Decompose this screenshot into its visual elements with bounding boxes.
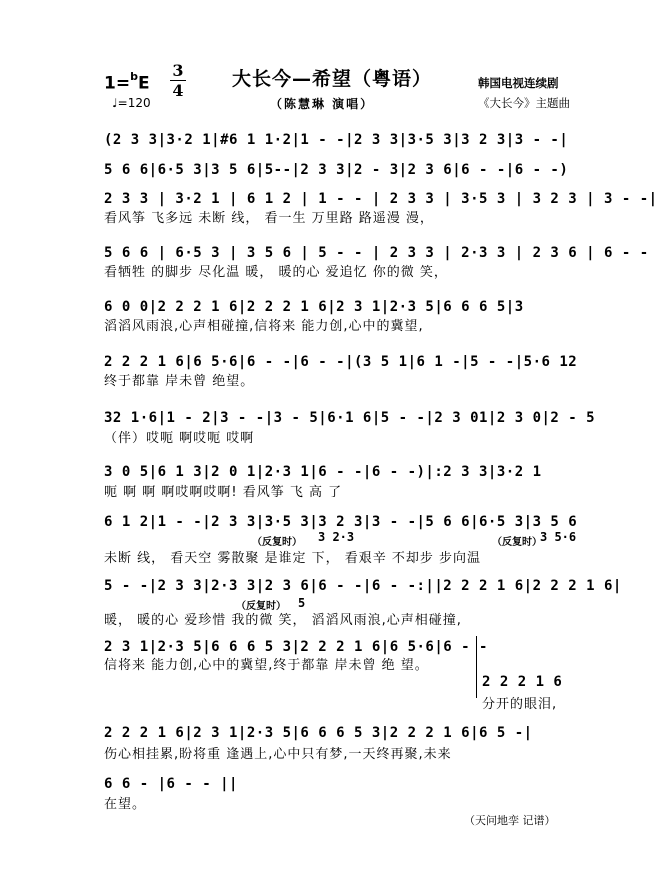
score-line-5-lyrics: 滔滔风雨浪,心声相碰撞,信将来 能力创,心中的冀望,	[104, 319, 424, 334]
ending-bracket	[476, 636, 477, 698]
score-line-8-notes: 3 0 5|6 1 3|2 0 1|2·3 1|6 - -|6 - -)|:2 3 3|3·2 1	[104, 464, 542, 480]
score-line-12-notes: 2 2 2 1 6|2 3 1|2·3 5|6 6 6 5 3|2 2 2 1 6|6 5 -|	[104, 725, 533, 741]
score-line-10-lyrics: 暖， 暖的心 爱珍惜 我的微 笑， 滔滔风雨浪,心声相碰撞,	[104, 613, 462, 628]
score-line-4-lyrics: 看牺牲 的脚步 尽化温 暖， 暖的心 爱追忆 你的微 笑，	[104, 265, 448, 280]
score-line-6-notes: 2 2 2 1 6|6 5·6|6 - -|6 - -|(3 5 1|6 1 -|5 - -|5·6 12	[104, 354, 578, 370]
source-line-2: 《大长今》主题曲	[478, 96, 570, 110]
tempo-marking: ♩=120	[112, 96, 151, 110]
score-line-3-lyrics: 看风筝 飞多远 未断 线， 看一生 万里路 路遥漫 漫，	[104, 211, 434, 226]
key-signature: 1=$^b$E	[104, 70, 150, 94]
score-line-12-lyrics: 伤心相挂累,盼将重 逢遇上,心中只有梦,一天终再聚,未来	[104, 747, 452, 762]
score-line-2-notes: 5 6 6|6·5 3|3 5 6|5--|2 3 3|2 - 3|2 3 6|6 - -|6 - -)	[104, 162, 569, 178]
singer-credit: （陈慧琳 演唱）	[270, 97, 375, 111]
alt-ending-notes: 2 2 2 1 6	[482, 674, 563, 690]
alt-ending-lyrics: 分开的眼泪,	[482, 697, 558, 712]
score-line-9-notes: 6 1 2|1 - -|2 3 3|3·5 3|3 2 3|3 - -|5 6 6|6·5 3|3 5 6	[104, 514, 578, 530]
repeat-marker-3: （反复时）	[236, 601, 286, 612]
score-line-11-notes: 2 3 1|2·3 5|6 6 6 5 3|2 2 2 1 6|6 5·6|6 - -	[104, 639, 488, 655]
score-line-13-notes: 6 6 - |6 - - ||	[104, 776, 238, 792]
repeat-marker-1: （反复时）	[252, 537, 302, 548]
score-line-10-notes: 5 - -|2 3 3|2·3 3|2 3 6|6 - -|6 - -:||2 2 2 1 6|2 2 2 1 6|	[104, 578, 622, 594]
repeat-marker-2: （反复时）	[492, 537, 542, 548]
score-line-7-notes: 32 1·6|1 - 2|3 - -|3 - 5|6·1 6|5 - -|2 3 01|2 3 0|2 - 5	[104, 410, 596, 426]
repeat-notes-1: 3 2·3	[318, 530, 355, 544]
score-line-7-lyrics: （伴）哎呃 啊哎呃 哎啊	[104, 431, 255, 446]
song-title: 大长今—希望（粤语）	[232, 68, 433, 90]
transcriber-credit: （天问地孪 记谱）	[464, 814, 556, 827]
score-line-3-notes: 2 3 3 | 3·2 1 | 6 1 2 | 1 - - | 2 3 3 | 3·5 3 | 3 2 3 | 3 - -|	[104, 191, 658, 207]
time-signature: 3 4	[170, 62, 186, 99]
score-line-6-lyrics: 终于都靠 岸未曾 绝望。	[104, 374, 255, 389]
score-line-8-lyrics: 呃 啊 啊 啊哎啊哎啊! 看风筝 飞 高 了	[104, 485, 343, 500]
score-line-5-notes: 6 0 0|2 2 2 1 6|2 2 2 1 6|2 3 1|2·3 5|6 6 6 5|3	[104, 299, 524, 315]
score-line-11-lyrics: 信将来 能力创,心中的冀望,终于都靠 岸未曾 绝 望。	[104, 658, 429, 673]
score-line-4-notes: 5 6 6 | 6·5 3 | 3 5 6 | 5 - - | 2 3 3 | 2·3 3 | 2 3 6 | 6 - -	[104, 245, 649, 261]
repeat-notes-2: 3 5·6	[540, 530, 577, 544]
score-line-13-lyrics: 在望。	[104, 797, 147, 812]
source-line-1: 韩国电视连续剧	[478, 76, 559, 90]
repeat-notes-3: 5	[298, 596, 306, 610]
score-line-1-notes: (2 3 3|3·2 1|#6 1 1·2|1 - -|2 3 3|3·5 3|3 2 3|3 - -|	[104, 132, 569, 148]
score-line-9-lyrics: 未断 线， 看天空 雾散聚 是谁定 下， 看艰辛 不却步 步向温	[104, 551, 482, 566]
